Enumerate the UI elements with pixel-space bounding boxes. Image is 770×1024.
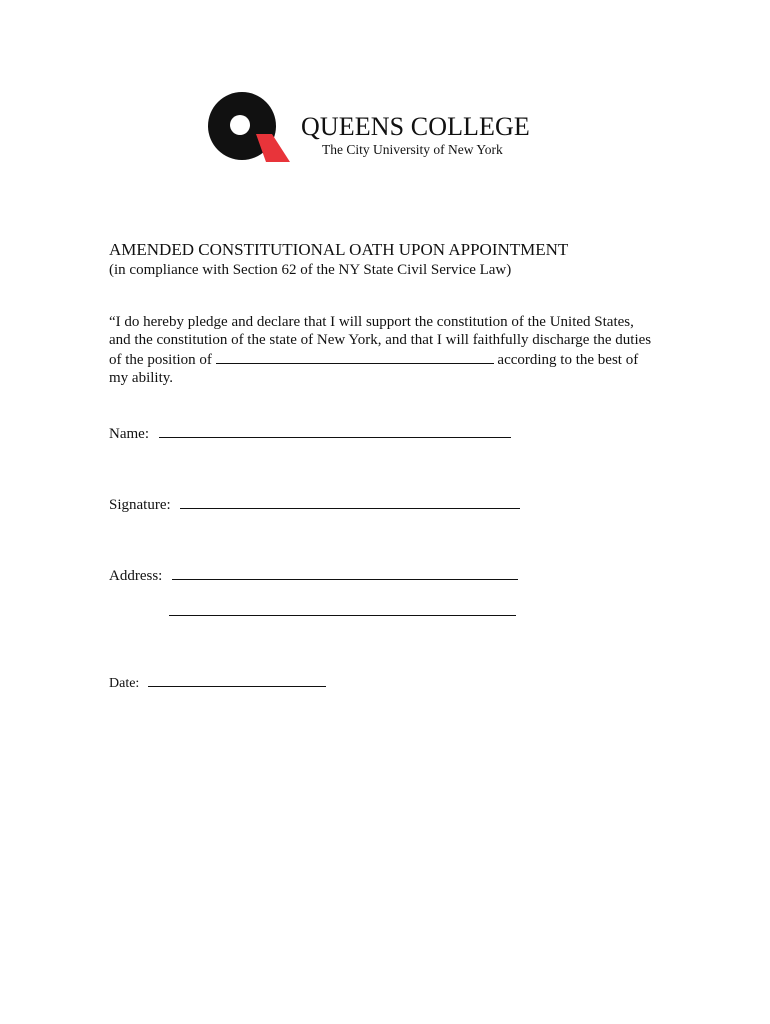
address-label: Address: — [109, 568, 163, 584]
date-field-row — [109, 672, 326, 693]
address-blank-field-line-1[interactable] — [172, 565, 518, 580]
oath-ability-text: according to the best of — [497, 352, 639, 368]
document-title: AMENDED CONSTITUTIONAL OATH UPON APPOINTMENT — [109, 240, 569, 259]
name-field-row — [109, 423, 511, 443]
oath-paragraph — [109, 313, 669, 387]
queens-college-logo-icon — [206, 90, 296, 166]
name-label: Name: — [109, 426, 149, 442]
oath-line: and the constitution of the state of New York, and that I will faithfully discharge the duties — [109, 332, 652, 348]
address-blank-field-line-2[interactable] — [169, 601, 516, 616]
signature-blank-field[interactable] — [180, 494, 520, 509]
name-blank-field[interactable] — [159, 423, 511, 438]
oath-line: “I do hereby pledge and declare that I will support the constitution of the United States, — [109, 314, 634, 330]
college-name: QUEENS COLLEGE — [301, 112, 530, 141]
oath-line: my ability. — [109, 370, 174, 386]
address-field-row-2 — [169, 601, 516, 621]
date-blank-field[interactable] — [148, 672, 326, 687]
document-subtitle: (in compliance with Section 62 of the NY State Civil Service Law) — [109, 262, 512, 278]
date-label: Date: — [109, 676, 140, 691]
position-blank-field[interactable] — [216, 349, 494, 364]
oath-position-text: of the position of — [109, 352, 212, 368]
signature-label: Signature: — [109, 497, 171, 513]
college-subtitle: The City University of New York — [322, 142, 503, 157]
oath-line — [109, 349, 669, 369]
signature-field-row — [109, 494, 520, 514]
address-field-row — [109, 565, 518, 585]
